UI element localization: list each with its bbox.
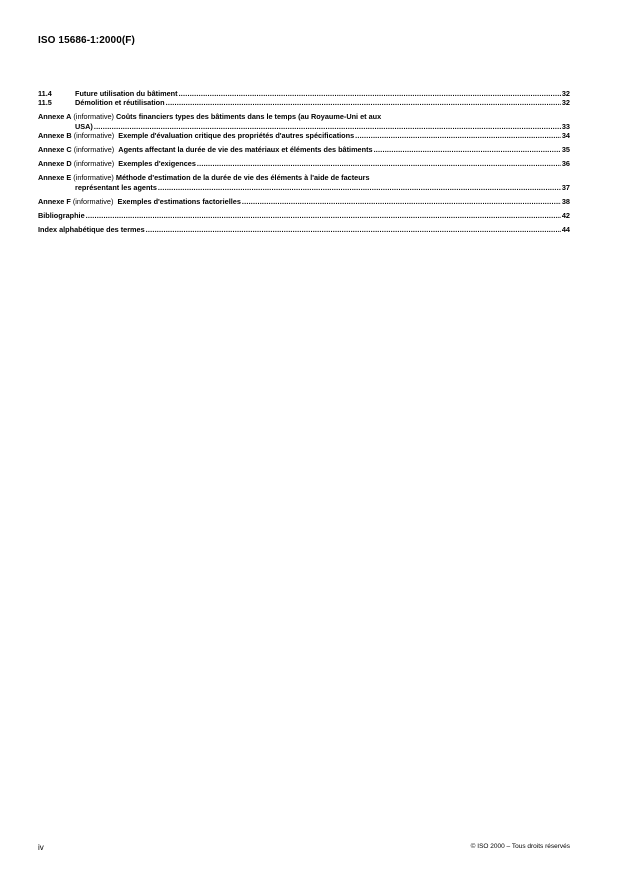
document-id: ISO 15686-1:2000(F)	[38, 35, 135, 46]
annex-label: Annexe C	[38, 145, 72, 155]
leader-dots	[86, 211, 561, 220]
toc-entry-page: 42	[561, 211, 570, 221]
toc-entry-title: Bibliographie	[38, 211, 85, 221]
toc-entry-page: 34	[561, 130, 570, 140]
leader-dots	[158, 183, 561, 192]
annex-title: Exemple d'évaluation critique des propriétés d'autres spécifications	[118, 130, 355, 140]
toc-entry-page: 37	[561, 182, 570, 192]
annex-label: Annexe E	[38, 173, 72, 183]
annex-type: (informative)	[73, 130, 115, 140]
annex-label: Annexe B	[38, 130, 72, 140]
toc-entry-title: Future utilisation du bâtiment	[75, 89, 178, 98]
annex-title: Agents affectant la durée de vie des matériaux et éléments des bâtiments	[118, 145, 373, 155]
toc-entry-page: 32	[561, 98, 570, 108]
leader-dots	[197, 159, 561, 168]
toc-entry-annexe-b[interactable]	[38, 131, 570, 140]
page-number: iv	[38, 843, 44, 852]
annex-type: (informative)	[73, 159, 115, 169]
toc-entry-page: 38	[561, 196, 570, 206]
annex-title-continued: représentant les agents	[75, 182, 157, 192]
annex-title: Exemples d'estimations factorielles	[117, 196, 241, 206]
toc-entry-page: 32	[561, 89, 570, 98]
table-of-contents	[38, 89, 570, 234]
leader-dots	[94, 122, 561, 131]
annex-label: Annexe A	[38, 112, 72, 122]
leader-dots	[179, 89, 561, 98]
leader-dots	[166, 98, 561, 107]
copyright-notice: © ISO 2000 – Tous droits réservés	[470, 843, 570, 850]
toc-entry-page: 35	[561, 145, 570, 155]
toc-entry-annexe-f[interactable]	[38, 197, 570, 206]
annex-title-continued: USA)	[75, 121, 93, 131]
toc-entry-number: 11.4	[38, 89, 52, 98]
toc-entry-title: Index alphabétique des termes	[38, 225, 145, 235]
toc-entry-annexe-c[interactable]	[38, 145, 570, 154]
toc-entry-page: 44	[561, 225, 570, 235]
annex-type: (informative)	[73, 145, 115, 155]
toc-entry-number: 11.5	[38, 98, 52, 108]
toc-entry-11-5[interactable]	[38, 98, 570, 107]
leader-dots	[242, 197, 561, 206]
annex-label: Annexe F	[38, 196, 71, 206]
leader-dots	[146, 225, 561, 234]
annex-title: Coûts financiers types des bâtiments dans le temps (au Royaume-Uni et aux	[116, 112, 382, 122]
annex-type: (informative)	[72, 196, 114, 206]
toc-entry-title: Démolition et réutilisation	[75, 98, 165, 108]
toc-entry-annexe-a[interactable]	[38, 112, 570, 130]
annex-type: (informative)	[73, 112, 114, 122]
toc-entry-page: 36	[561, 159, 570, 169]
annex-type: (informative)	[73, 173, 114, 183]
toc-entry-index[interactable]	[38, 225, 570, 234]
annex-title: Méthode d'estimation de la durée de vie des éléments à l'aide de facteurs	[115, 173, 370, 183]
toc-entry-page: 33	[561, 121, 570, 131]
toc-entry-annexe-e[interactable]	[38, 173, 570, 191]
toc-entry-annexe-d[interactable]	[38, 159, 570, 168]
toc-entry-11-4[interactable]	[38, 89, 570, 98]
leader-dots	[355, 131, 561, 140]
annex-title: Exemples d'exigences	[118, 159, 196, 169]
annex-label: Annexe D	[38, 159, 72, 169]
toc-entry-bibliography[interactable]	[38, 211, 570, 220]
leader-dots	[374, 145, 561, 154]
